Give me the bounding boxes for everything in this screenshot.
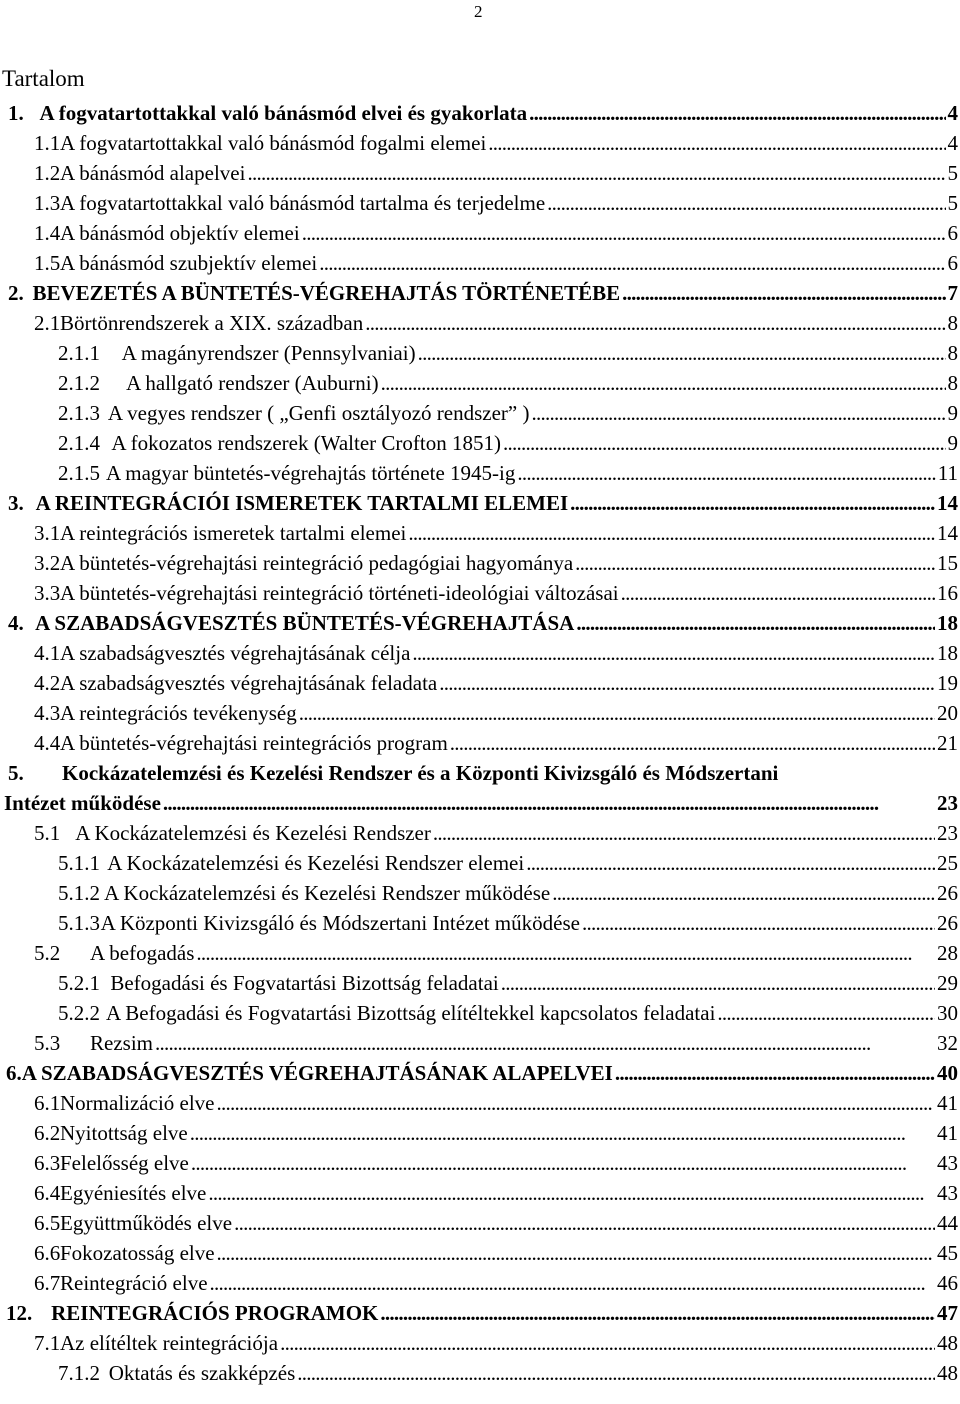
toc-entry-title: A reintegrációs ismeretek tartalmi elemei [60, 521, 407, 545]
toc-entry-title: Nyitottság elve [60, 1121, 188, 1145]
toc-page-number: 14 [937, 521, 958, 545]
toc-leader-dots [717, 998, 935, 1028]
toc-entry-number: 4.4 [34, 731, 61, 755]
toc-page-number: 18 [937, 641, 958, 665]
toc-leader-dots [552, 878, 935, 908]
toc-entry[interactable] [0, 248, 960, 278]
toc-entry[interactable] [0, 1058, 960, 1088]
toc-entry-title: A bánásmód szubjektív elemei [60, 251, 318, 275]
toc-entry[interactable] [0, 428, 960, 458]
toc-leader-dots [439, 668, 935, 698]
toc-entry-number: 5.1.2 [58, 881, 100, 905]
toc-leader-dots [302, 218, 946, 248]
toc-leader-dots [299, 698, 935, 728]
toc-entry[interactable] [0, 1208, 960, 1238]
toc-entry[interactable] [0, 398, 960, 428]
toc-leader-dots [433, 818, 935, 848]
toc-entry[interactable] [0, 848, 960, 878]
toc-entry-title: Felelősség elve [60, 1151, 189, 1175]
toc-entry[interactable] [0, 1088, 960, 1118]
toc-leader-dots [488, 128, 945, 158]
toc-page-number: 16 [937, 581, 958, 605]
toc-entry-number: 1.1 [34, 131, 61, 155]
toc-entry-title: Reintegráció elve [60, 1271, 208, 1295]
toc-entry[interactable] [0, 308, 960, 338]
toc-entry[interactable] [0, 788, 960, 818]
toc-leader-dots [380, 1298, 935, 1328]
toc-page-number: 21 [937, 731, 958, 755]
toc-entry[interactable] [0, 1298, 960, 1328]
toc-leader-dots [280, 1328, 935, 1358]
toc-entry-title: Börtönrendszerek a XIX. században [60, 311, 364, 335]
toc-entry-title: A Kockázatelemzési és Kezelési Rendszer [75, 821, 431, 845]
toc-page-number: 23 [937, 821, 958, 845]
toc-entry[interactable] [0, 188, 960, 218]
toc-entry[interactable] [0, 548, 960, 578]
toc-leader-dots [247, 158, 945, 188]
toc-entry-title: A reintegrációs tevékenység [60, 701, 297, 725]
toc-leader-dots [622, 278, 945, 308]
toc-entry-title: REINTEGRÁCIÓS PROGRAMOK [51, 1301, 379, 1325]
toc-entry[interactable] [0, 578, 960, 608]
toc-entry-number: 7.1.2 [58, 1361, 100, 1385]
toc-page-number: 18 [937, 611, 958, 635]
toc-entry-title: Együttműködés elve [60, 1211, 233, 1235]
toc-entry-number: 4.1 [34, 641, 61, 665]
toc-leader-dots [365, 308, 945, 338]
toc-entry-number: 5.3 [34, 1031, 61, 1055]
toc-entry-number: 3.3 [34, 581, 61, 605]
toc-entry[interactable] [0, 158, 960, 188]
toc-entry-number: 2. [8, 281, 24, 305]
toc-page-number: 5 [947, 191, 958, 215]
toc-page-number: 43 [937, 1151, 958, 1175]
toc-entry-title: A Befogadási és Fogvatartási Bizottság elítéltekkel kapcsolatos feladatai [106, 1001, 716, 1025]
toc-entry-number: 1.4 [34, 221, 61, 245]
toc-leader-dots [297, 1358, 935, 1388]
toc-entry-title: A vegyes rendszer ( „Genfi osztályozó rendszer” ) [107, 401, 530, 425]
toc-entry[interactable] [0, 638, 960, 668]
toc-page-number: 20 [937, 701, 958, 725]
toc-entry[interactable] [0, 608, 960, 638]
toc-entry-title: Egyéniesítés elve [60, 1181, 207, 1205]
toc-leader-dots [621, 578, 935, 608]
toc-page-number: 29 [937, 971, 958, 995]
toc-entry-title: Intézet működése [4, 791, 161, 815]
toc-entry-number: 5.1.1 [58, 851, 100, 875]
toc-entry-title: Kockázatelemzési és Kezelési Rendszer és a Központi Kivizsgáló és Módszertani [62, 761, 779, 785]
toc-leader-dots [501, 968, 935, 998]
toc-title: Tartalom [2, 66, 85, 91]
toc-page-number: 6 [947, 251, 958, 275]
toc-entry[interactable] [0, 698, 960, 728]
toc-leader-dots [615, 1058, 935, 1088]
toc-entry-number: 2.1 [34, 311, 61, 335]
toc-entry-number: 5. [8, 761, 24, 785]
toc-entry-title: A SZABADSÁGVESZTÉS VÉGREHAJTÁSÁNAK ALAPELVEI [21, 1061, 613, 1085]
toc-entry-title: A büntetés-végrehajtási reintegráció pedagógiai hagyománya [60, 551, 574, 575]
toc-leader-dots [531, 398, 945, 428]
toc-page-number: 19 [937, 671, 958, 695]
toc-entry-number: 4.2 [34, 671, 61, 695]
toc-entry-title: Fokozatosság elve [60, 1241, 215, 1265]
toc-entry-number: 2.1.4 [58, 431, 100, 455]
toc-page-number: 26 [937, 911, 958, 935]
toc-leader-dots [319, 248, 945, 278]
toc-entry-number: 5.1 [34, 821, 61, 845]
toc-entry[interactable] [0, 668, 960, 698]
toc-page-number: 47 [937, 1301, 958, 1325]
toc-page-number: 8 [947, 371, 958, 395]
toc-entry-number: 6. [6, 1061, 22, 1085]
toc-page-number: 23 [937, 791, 958, 815]
toc-page-number: 40 [937, 1061, 958, 1085]
toc-entry-title: A magyar büntetés-végrehajtás története 1945-ig [106, 461, 516, 485]
toc-entry-number: 5.1.3 [58, 911, 100, 935]
toc-leader-dots [163, 788, 935, 818]
toc-page-number: 6 [947, 221, 958, 245]
toc-entry-number: 2.1.3 [58, 401, 100, 425]
toc-entry-title: A büntetés-végrehajtási reintegráció történeti-ideológiai változásai [60, 581, 619, 605]
toc-entry-title: A fokozatos rendszerek (Walter Crofton 1851) [111, 431, 501, 455]
toc-entry[interactable] [0, 128, 960, 158]
toc-leader-dots [191, 1148, 935, 1178]
toc-entry-number: 3.1 [34, 521, 61, 545]
toc-page-number: 8 [947, 341, 958, 365]
toc-page-number: 15 [937, 551, 958, 575]
toc-entry[interactable] [0, 758, 960, 788]
toc-leader-dots [547, 188, 945, 218]
toc-entry-title: A befogadás [90, 941, 195, 965]
toc-leader-dots [526, 848, 935, 878]
toc-entry-title: A bánásmód alapelvei [60, 161, 246, 185]
toc-entry[interactable] [0, 98, 960, 128]
toc-leader-dots [503, 428, 946, 458]
toc-page-number: 28 [937, 941, 958, 965]
toc-entry-title: A magányrendszer (Pennsylvaniai) [121, 341, 416, 365]
toc-leader-dots [155, 1028, 935, 1058]
toc-entry-number: 4. [8, 611, 24, 635]
toc-entry-number: 1.3 [34, 191, 61, 215]
toc-leader-dots [575, 548, 935, 578]
toc-page-number: 11 [937, 461, 958, 485]
toc-entry-title: A hallgató rendszer (Auburni) [126, 371, 379, 395]
toc-entry-title: Normalizáció elve [60, 1091, 215, 1115]
toc-entry[interactable] [0, 998, 960, 1028]
toc-entry-title: A REINTEGRÁCIÓI ISMERETEK TARTALMI ELEMEI [35, 491, 569, 515]
toc-page-number: 32 [937, 1031, 958, 1055]
toc-page-number: 26 [937, 881, 958, 905]
toc-leader-dots [570, 488, 935, 518]
toc-entry[interactable] [0, 1358, 960, 1388]
toc-entry-number: 12. [6, 1301, 33, 1325]
toc-page-number: 48 [937, 1331, 958, 1355]
toc-entry-title: A szabadságvesztés végrehajtásának feladata [60, 671, 438, 695]
toc-entry[interactable] [0, 908, 960, 938]
toc-entry-title: A Központi Kivizsgáló és Módszertani Intézet működése [100, 911, 580, 935]
toc-page-number: 5 [947, 161, 958, 185]
toc-entry[interactable] [0, 458, 960, 488]
toc-entry-number: 5.2.2 [58, 1001, 100, 1025]
toc-entry[interactable] [0, 728, 960, 758]
toc-entry-number: 6.7 [34, 1271, 61, 1295]
toc-entry-number: 1.2 [34, 161, 61, 185]
toc-entry-title: A büntetés-végrehajtási reintegrációs program [60, 731, 448, 755]
toc-leader-dots [412, 638, 935, 668]
toc-entry-title: A Kockázatelemzési és Kezelési Rendszer elemei [107, 851, 525, 875]
toc-entry[interactable] [0, 1118, 960, 1148]
toc-page-number: 48 [937, 1361, 958, 1385]
toc-leader-dots [582, 908, 935, 938]
toc-entry-number: 1.5 [34, 251, 61, 275]
toc-leader-dots [529, 98, 945, 128]
toc-entry[interactable] [0, 1148, 960, 1178]
toc-page-number: 30 [937, 1001, 958, 1025]
toc-entry[interactable] [0, 1028, 960, 1058]
toc-entry-number: 3.2 [34, 551, 61, 575]
toc-leader-dots [217, 1088, 935, 1118]
toc-entry[interactable] [0, 338, 960, 368]
toc-page-number: 46 [937, 1271, 958, 1295]
toc-leader-dots [418, 338, 946, 368]
toc-page-number: 43 [937, 1181, 958, 1205]
toc-leader-dots [210, 1268, 935, 1298]
toc-leader-dots [517, 458, 935, 488]
toc-page-number: 7 [947, 281, 958, 305]
toc-entry[interactable] [0, 518, 960, 548]
toc-entry[interactable] [0, 938, 960, 968]
toc-entry[interactable] [0, 968, 960, 998]
toc-entry[interactable] [0, 1268, 960, 1298]
toc-page-number: 25 [937, 851, 958, 875]
toc-page-number: 8 [947, 311, 958, 335]
toc-leader-dots [190, 1118, 935, 1148]
toc-entry-number: 7.1 [34, 1331, 61, 1355]
toc-page-number: 41 [937, 1121, 958, 1145]
toc-page-number: 9 [947, 401, 958, 425]
toc-entry-title: Befogadási és Fogvatartási Bizottság feladatai [110, 971, 499, 995]
toc-entry[interactable] [0, 1238, 960, 1268]
toc-entry-title: Az elítéltek reintegrációja [60, 1331, 279, 1355]
toc-entry[interactable] [0, 1178, 960, 1208]
toc-page-number: 41 [937, 1091, 958, 1115]
toc-page-number: 4 [947, 131, 958, 155]
toc-leader-dots [208, 1178, 935, 1208]
toc-entry-number: 2.1.2 [58, 371, 100, 395]
toc-entry-title: BEVEZETÉS A BÜNTETÉS-VÉGREHAJTÁS TÖRTÉNETÉBE [32, 281, 621, 305]
toc-entry[interactable] [0, 488, 960, 518]
toc-leader-dots [234, 1208, 935, 1238]
toc-entry-number: 6.5 [34, 1211, 61, 1235]
toc-entry-number: 2.1.5 [58, 461, 100, 485]
toc-leader-dots [576, 608, 935, 638]
toc-entry[interactable] [0, 818, 960, 848]
toc-entry[interactable] [0, 278, 960, 308]
toc-entry-title: Oktatás és szakképzés [108, 1361, 296, 1385]
toc-page-number: 9 [947, 431, 958, 455]
toc-entry[interactable] [0, 1328, 960, 1358]
toc-leader-dots [381, 368, 946, 398]
toc-page-number: 14 [937, 491, 958, 515]
toc-entry-title: A bánásmód objektív elemei [60, 221, 300, 245]
toc-leader-dots [217, 1238, 935, 1268]
toc-entry-title: A Kockázatelemzési és Kezelési Rendszer működése [104, 881, 551, 905]
page-number: 2 [474, 2, 483, 21]
toc-entry-number: 4.3 [34, 701, 61, 725]
toc-entry-number: 5.2.1 [58, 971, 100, 995]
toc-leader-dots [196, 938, 935, 968]
toc-entry-title: A fogvatartottakkal való bánásmód elvei és gyakorlata [39, 101, 528, 125]
toc-entry-number: 2.1.1 [58, 341, 100, 365]
toc-entry[interactable] [0, 368, 960, 398]
toc-entry-number: 3. [8, 491, 24, 515]
toc-page-number: 45 [937, 1241, 958, 1265]
toc-entry-number: 6.3 [34, 1151, 61, 1175]
toc-entry-number: 6.4 [34, 1181, 61, 1205]
toc-entry-title: Rezsim [90, 1031, 153, 1055]
toc-entry-title: A SZABADSÁGVESZTÉS BÜNTETÉS-VÉGREHAJTÁSA [35, 611, 575, 635]
toc-entry-title: A fogvatartottakkal való bánásmód tartalma és terjedelme [60, 191, 546, 215]
toc-entry-number: 1. [8, 101, 24, 125]
toc-leader-dots [450, 728, 935, 758]
toc-entry-number: 6.6 [34, 1241, 61, 1265]
toc-entry-number: 5.2 [34, 941, 61, 965]
toc-entry-title: A szabadságvesztés végrehajtásának célja [60, 641, 411, 665]
toc-page-number: 44 [937, 1211, 958, 1235]
toc-entry-number: 6.2 [34, 1121, 61, 1145]
toc-leader-dots [408, 518, 935, 548]
toc-entry[interactable] [0, 878, 960, 908]
toc-entry-number: 6.1 [34, 1091, 61, 1115]
toc-entry[interactable] [0, 218, 960, 248]
toc-entry-title: A fogvatartottakkal való bánásmód fogalmi elemei [60, 131, 487, 155]
toc-page-number: 4 [947, 101, 958, 125]
